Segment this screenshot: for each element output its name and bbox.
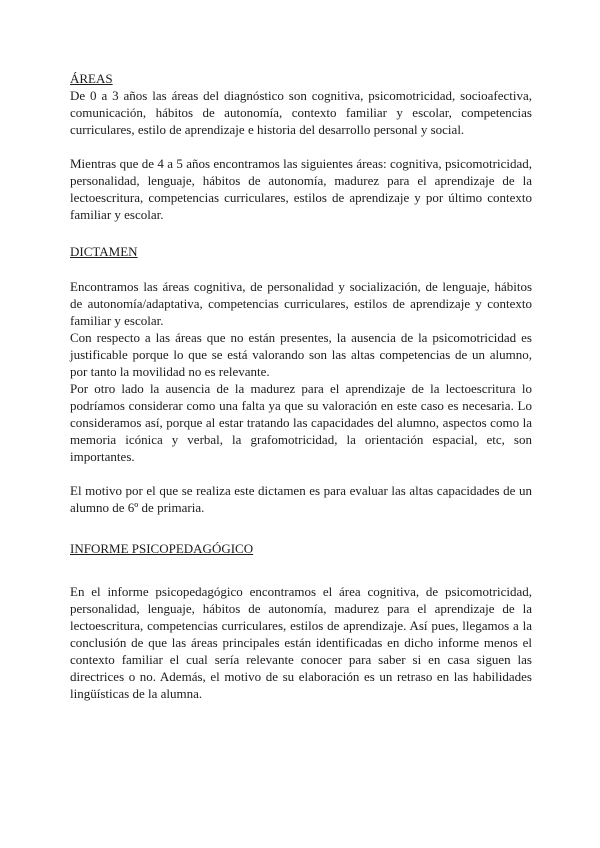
section-dictamen-heading: DICTAMEN — [70, 244, 138, 259]
paragraph-dictamen-4: El motivo por el que se realiza este dictamen es para evaluar las altas capacidades de un alumno de 6º de primaria. — [70, 483, 532, 515]
section-areas-heading: ÁREAS — [70, 71, 113, 86]
paragraph-dictamen-2: Con respecto a las áreas que no están presentes, la ausencia de la psicomotricidad es justificable porque lo que se está valorando son las altas competencias de un alumno, por tanto la movilidad no es relevante. — [70, 330, 532, 379]
section-informe-heading: INFORME PSICOPEDAGÓGICO — [70, 541, 254, 556]
paragraph-areas-2: Mientras que de 4 a 5 años encontramos las siguientes áreas: cognitiva, psicomotricidad, personalidad, lenguaje, hábitos de autonomía, madurez para el aprendizaje de la lectoescritura, competencias curriculares, estilos de aprendizaje y por último contexto familiar y escolar. — [70, 156, 532, 222]
paragraph-areas-1: De 0 a 3 años las áreas del diagnóstico son cognitiva, psicomotricidad, socioafectiva, comunicación, hábitos de autonomía, contexto familiar y escolar, competencias curriculares, estilo de aprendizaje e historia del desarrollo personal y social. — [70, 88, 532, 137]
paragraph-dictamen-1: Encontramos las áreas cognitiva, de personalidad y socialización, de lenguaje, hábitos de autonomía/adaptativa, competencias curriculares, estilos de aprendizaje y contexto familiar y escolar. — [70, 279, 532, 328]
section-informe — [70, 540, 532, 702]
section-dictamen — [70, 243, 532, 516]
paragraph-dictamen-3: Por otro lado la ausencia de la madurez para el aprendizaje de la lectoescritura lo podríamos considerar como una falta ya que su valoración en este caso es necesaria. Lo consideramos así, porque al estar tratando las capacidades del alumno, aspectos como la memoria icónica y verbal, la grafomotricidad, la orientación espacial, etc, son importantes. — [70, 381, 532, 464]
paragraph-informe-1: En el informe psicopedagógico encontramos el área cognitiva, de psicomotricidad, personalidad, lenguaje, hábitos de autonomía, madurez para el aprendizaje de la lectoescritura, competencias curriculares, estilos de aprendizaje. Así pues, llegamos a la conclusión de que las áreas principales están identificadas en dicho informe menos el contexto familiar el cual sería relevante conocer para saber si en casa siguen las directrices o no. Además, el motivo de su elaboración es un retraso en las habilidades lingüísticas de la alumna. — [70, 584, 532, 701]
section-areas — [70, 70, 532, 223]
